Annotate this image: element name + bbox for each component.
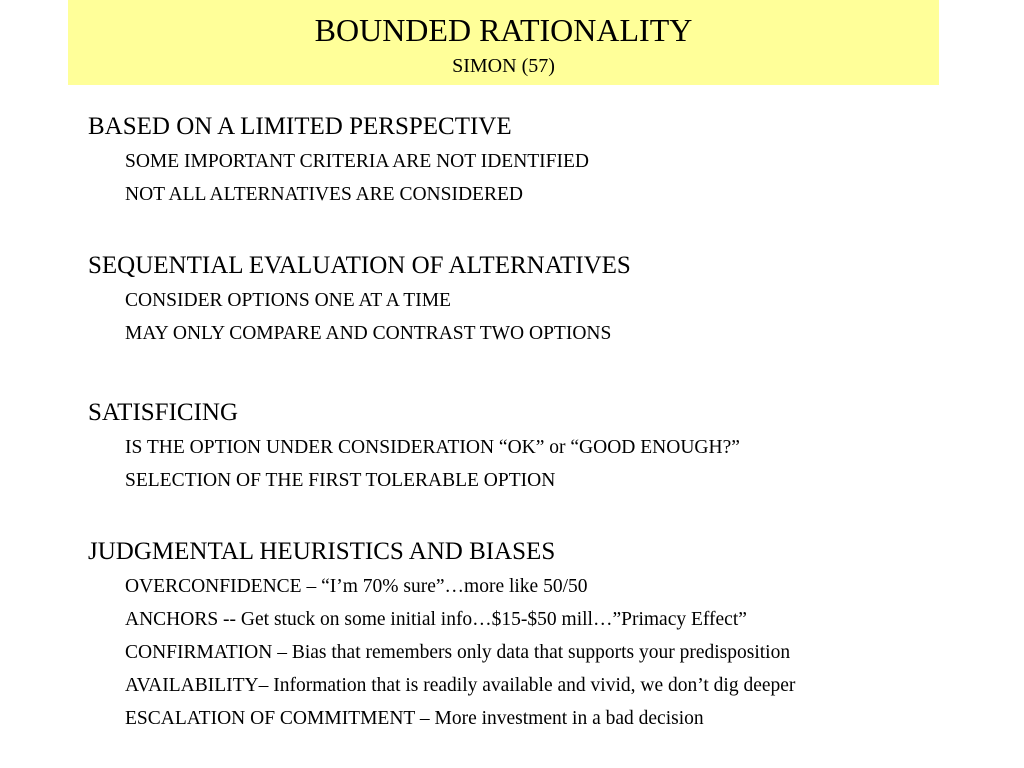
section-point: CONFIRMATION – Bias that remembers only data that supports your predisposition (125, 642, 791, 663)
section-point: SELECTION OF THE FIRST TOLERABLE OPTION (125, 470, 556, 491)
section-point: AVAILABILITY– Information that is readily available and vivid, we don’t dig deeper (125, 675, 796, 696)
slide-title: BOUNDED RATIONALITY (314, 12, 693, 48)
section-point: OVERCONFIDENCE – “I’m 70% sure”…more like 50/50 (125, 576, 588, 597)
section-heading-limited-perspective: BASED ON A LIMITED PERSPECTIVE (88, 113, 512, 140)
section-heading-heuristics-biases: JUDGMENTAL HEURISTICS AND BIASES (88, 538, 556, 565)
section-point: ANCHORS -- Get stuck on some initial info…$15-$50 mill…”Primacy Effect” (125, 609, 747, 630)
section-point: SOME IMPORTANT CRITERIA ARE NOT IDENTIFIED (125, 151, 590, 172)
section-point: CONSIDER OPTIONS ONE AT A TIME (125, 290, 451, 311)
slide-subtitle: SIMON (57) (452, 55, 555, 77)
section-point: NOT ALL ALTERNATIVES ARE CONSIDERED (125, 184, 523, 205)
section-heading-sequential-evaluation: SEQUENTIAL EVALUATION OF ALTERNATIVES (88, 252, 631, 279)
section-point: MAY ONLY COMPARE AND CONTRAST TWO OPTIONS (125, 323, 612, 344)
section-point: ESCALATION OF COMMITMENT – More investment in a bad decision (125, 708, 704, 729)
section-point: IS THE OPTION UNDER CONSIDERATION “OK” or “GOOD ENOUGH?” (125, 437, 740, 458)
section-heading-satisficing: SATISFICING (88, 399, 239, 426)
